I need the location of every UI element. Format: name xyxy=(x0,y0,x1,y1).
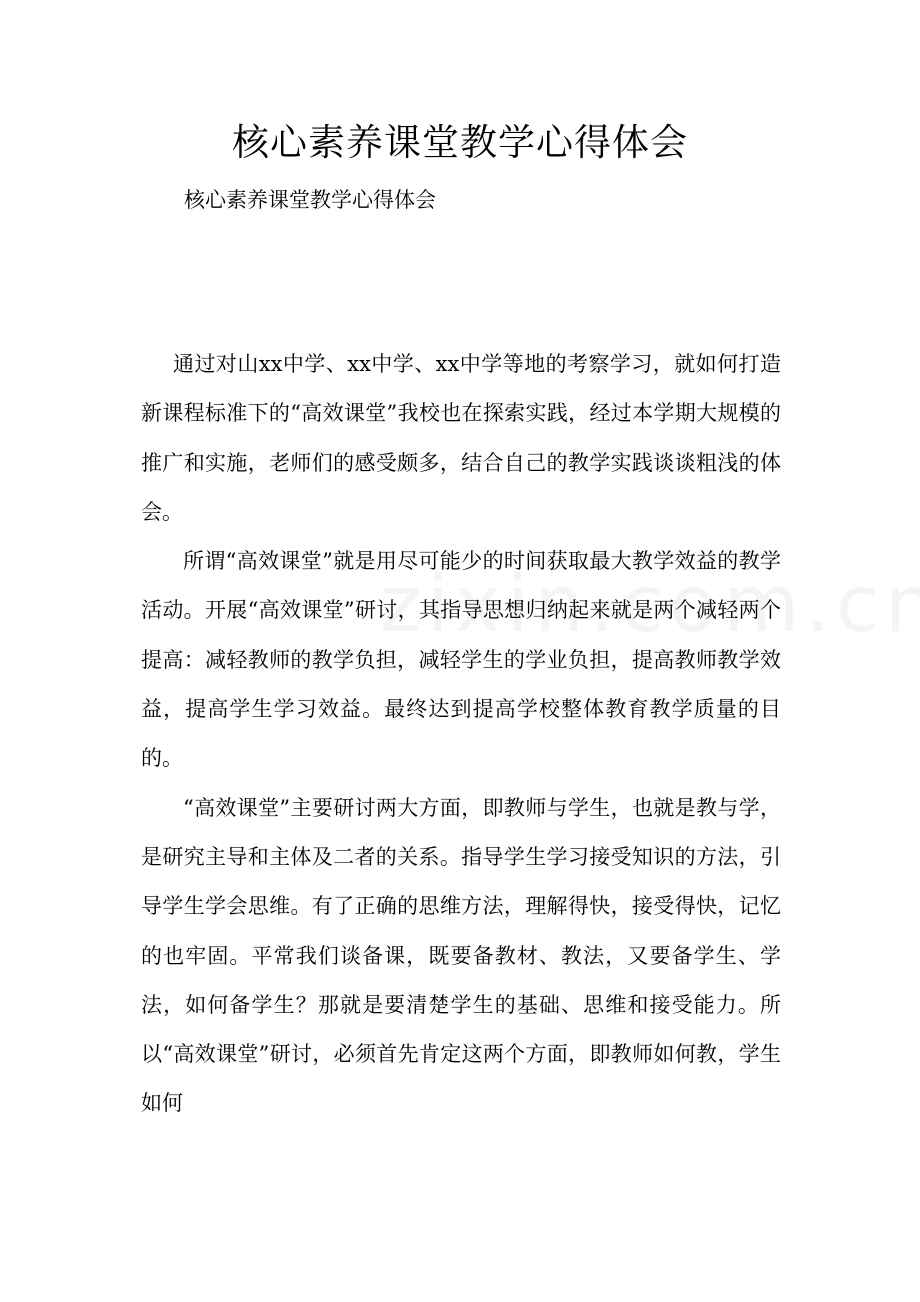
paragraph-1: 通过对山xx中学、xx中学、xx中学等地的考察学习，就如何打造新课程标准下的“高效课堂”我校也在探索实践，经过本学期大规模的推广和实施，老师们的感受颇多，结合自己的教学实践谈谈粗浅的体会。 xyxy=(141,352,781,524)
paragraph-2: 所谓“高效课堂”就是用尽可能少的时间获取最大教学效益的教学活动。开展“高效课堂”研讨，其指导思想归纳起来就是两个减轻两个提高：减轻教师的教学负担，减轻学生的学业负担，提高教师教学效益，提高学生学习效益。最终达到提高学校整体教育教学质量的目的。 xyxy=(141,549,781,771)
paragraph-3: “高效课堂”主要研讨两大方面，即教师与学生，也就是教与学，是研究主导和主体及二者的关系。指导学生学习接受知识的方法，引导学生学会思维。有了正确的思维方法，理解得快，接受得快，记忆的也牢固。平常我们谈备课，既要备教材、教法，又要备学生、学法，如何备学生？那就是要清楚学生的基础、思维和接受能力。所以“高效课堂”研讨，必须首先肯定这两个方面，即教师如何教，学生如何 xyxy=(141,795,781,1116)
document-subtitle: 核心素养课堂教学心得体会 xyxy=(184,188,436,212)
document-title: 核心素养课堂教学心得体会 xyxy=(232,121,688,164)
document-body xyxy=(141,340,781,1129)
